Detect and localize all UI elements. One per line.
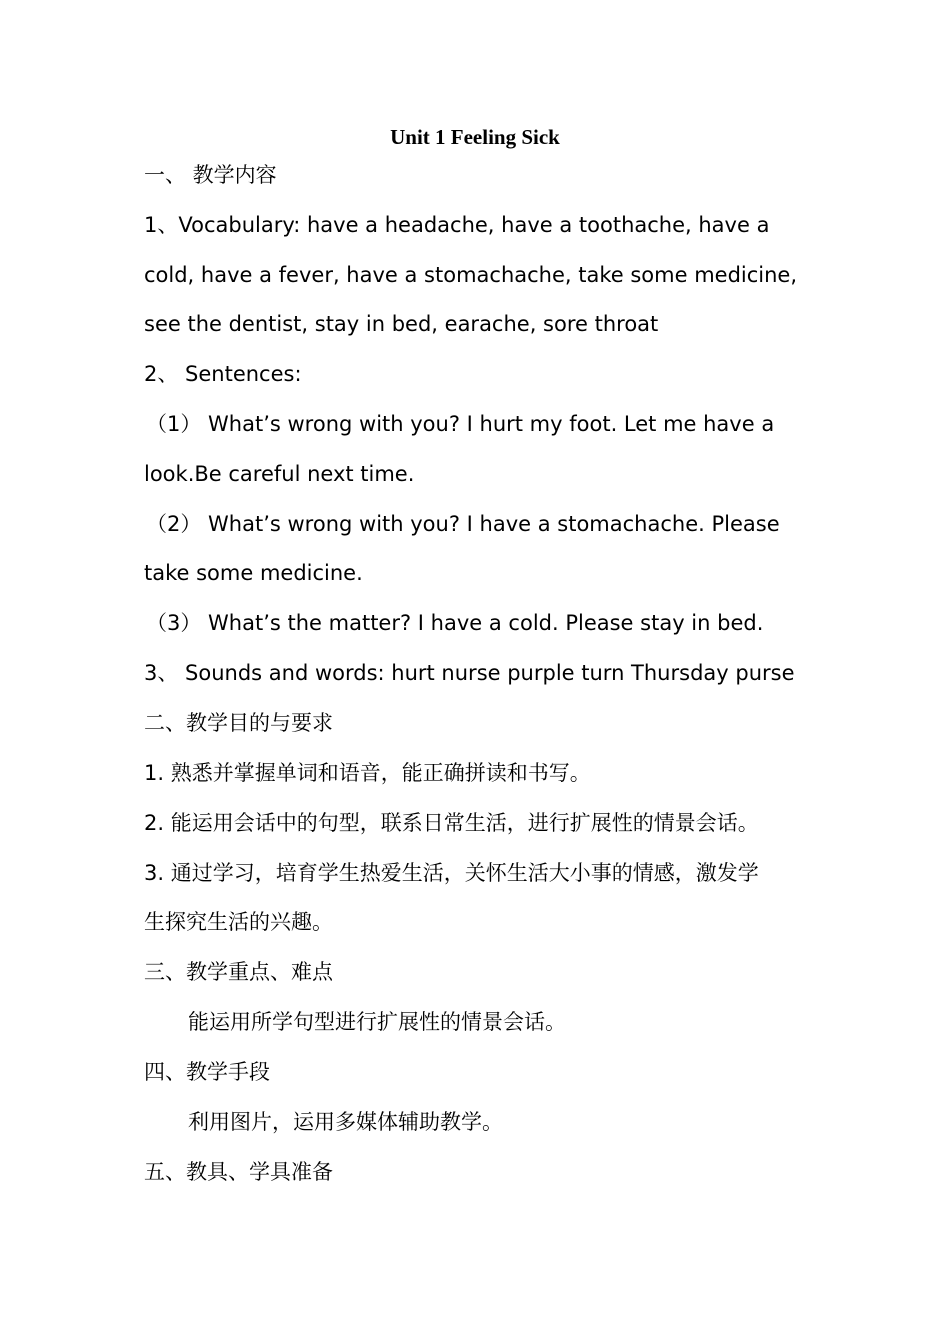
section-heading-content: 一、 教学内容 [144,163,277,187]
sentence-2-line-1: （2） What’s wrong with you? I have a stomachache. Please [146,512,780,536]
vocabulary-line-3: see the dentist, stay in bed, earache, sore throat [144,312,659,336]
sentence-1-line-2: look.Be careful next time. [144,462,415,486]
sentence-3: （3） What’s the matter? I have a cold. Please stay in bed. [146,611,764,635]
vocabulary-line-2: cold, have a fever, have a stomachache, take some medicine, [144,263,798,287]
sentences-heading: 2、 Sentences: [144,362,302,386]
section-heading-methods: 四、教学手段 [144,1060,270,1084]
goal-3-line-2: 生探究生活的兴趣。 [144,910,333,934]
key-points-text: 能运用所学句型进行扩展性的情景会话。 [188,1010,566,1034]
vocabulary-line-1: 1、Vocabulary: have a headache, have a toothache, have a [144,213,770,237]
goal-3-line-1: 3. 通过学习，培育学生热爱生活，关怀生活大小事的情感，激发学 [144,861,759,885]
goal-1: 1. 熟悉并掌握单词和语音，能正确拼读和书写。 [144,761,591,785]
methods-text: 利用图片，运用多媒体辅助教学。 [188,1110,503,1134]
sentence-2-line-2: take some medicine. [144,561,363,585]
section-heading-materials: 五、教具、学具准备 [144,1160,333,1184]
goal-2: 2. 能运用会话中的句型，联系日常生活，进行扩展性的情景会话。 [144,811,759,835]
section-heading-key-points: 三、教学重点、难点 [144,960,333,984]
section-heading-goals: 二、教学目的与要求 [144,711,333,735]
document-title: Unit 1 Feeling Sick [390,125,560,149]
sounds-and-words: 3、 Sounds and words: hurt nurse purple turn Thursday purse [144,661,795,685]
sentence-1-line-1: （1） What’s wrong with you? I hurt my foot. Let me have a [146,412,775,436]
